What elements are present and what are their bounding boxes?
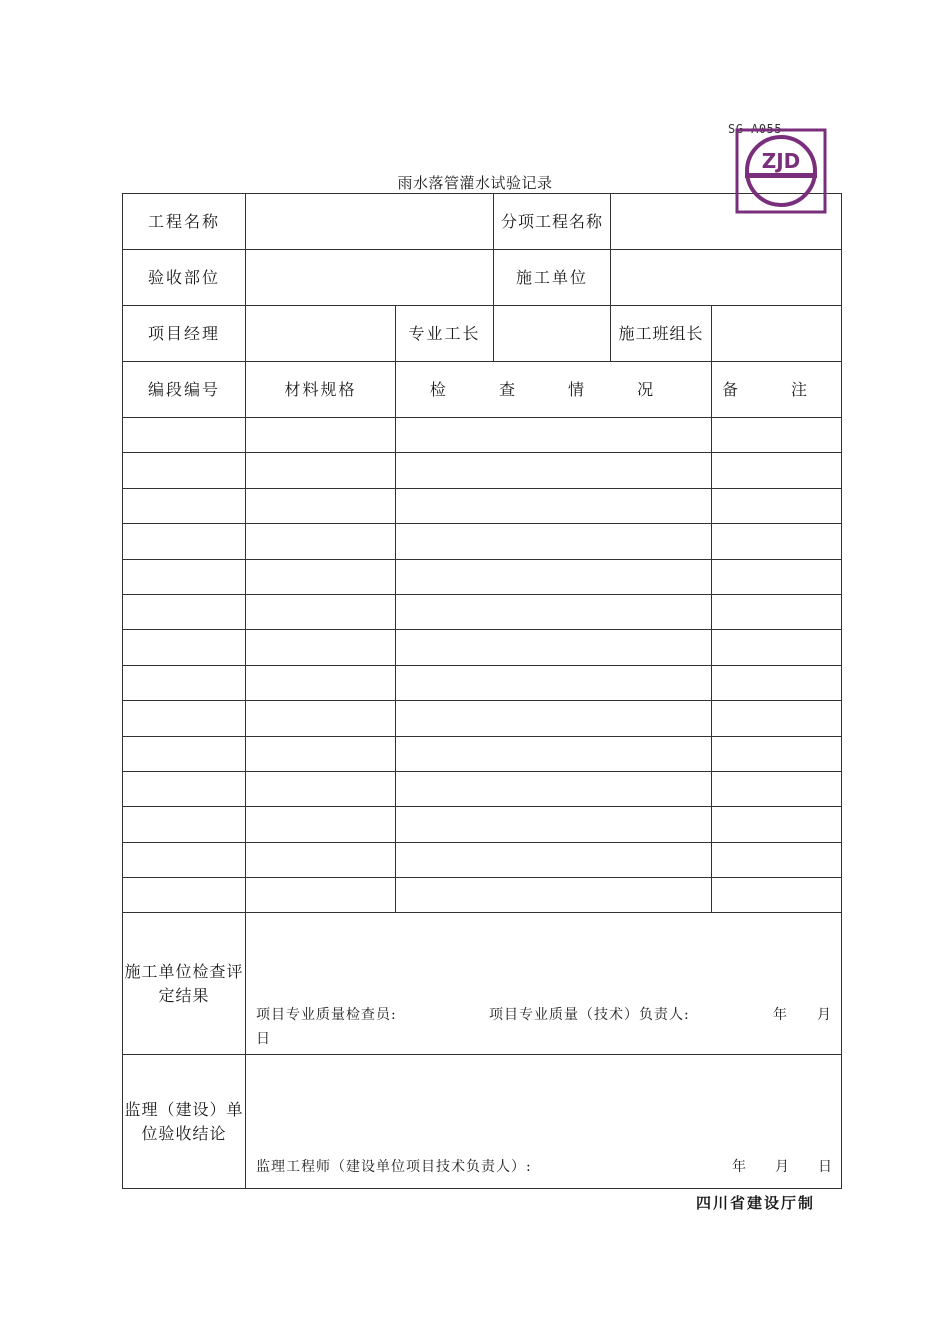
cell-segment-number[interactable] bbox=[123, 665, 246, 700]
cell-remarks[interactable] bbox=[712, 524, 842, 559]
table-row bbox=[123, 771, 842, 806]
cell-material-spec[interactable] bbox=[246, 771, 396, 806]
cell-inspection-status[interactable] bbox=[396, 453, 712, 488]
table-row bbox=[123, 736, 842, 771]
label-project-name: 工程名称 bbox=[123, 194, 246, 250]
cell-remarks[interactable] bbox=[712, 771, 842, 806]
cell-inspection-status[interactable] bbox=[396, 418, 712, 453]
cell-material-spec[interactable] bbox=[246, 630, 396, 665]
table-row bbox=[123, 594, 842, 629]
cell-segment-number[interactable] bbox=[123, 807, 246, 842]
cell-remarks[interactable] bbox=[712, 807, 842, 842]
cell-inspection-status[interactable] bbox=[396, 842, 712, 877]
cell-segment-number[interactable] bbox=[123, 488, 246, 523]
cell-material-spec[interactable] bbox=[246, 559, 396, 594]
inspector-signature-label: 项目专业质量检查员: bbox=[256, 1007, 397, 1024]
input-project-name[interactable] bbox=[246, 194, 494, 250]
table-row bbox=[123, 665, 842, 700]
table-row bbox=[123, 842, 842, 877]
responsible-signature-label: 项目专业质量（技术）负责人: bbox=[489, 1007, 690, 1024]
cell-material-spec[interactable] bbox=[246, 418, 396, 453]
document-code: SG-A055 bbox=[728, 122, 783, 136]
table-row bbox=[123, 524, 842, 559]
table-row bbox=[123, 453, 842, 488]
label-construction-check: 施工单位检查评定结果 bbox=[123, 913, 246, 1055]
cell-inspection-status[interactable] bbox=[396, 594, 712, 629]
table-row bbox=[123, 418, 842, 453]
cell-inspection-status[interactable] bbox=[396, 736, 712, 771]
cell-material-spec[interactable] bbox=[246, 453, 396, 488]
cell-remarks[interactable] bbox=[712, 736, 842, 771]
issuer-footer: 四川省建设厅制 bbox=[696, 1194, 816, 1212]
cell-segment-number[interactable] bbox=[123, 771, 246, 806]
cell-remarks[interactable] bbox=[712, 418, 842, 453]
input-acceptance-part[interactable] bbox=[246, 250, 494, 306]
cell-inspection-status[interactable] bbox=[396, 665, 712, 700]
label-foreman: 专业工长 bbox=[396, 306, 494, 362]
label-team-leader: 施工班组长 bbox=[611, 306, 712, 362]
cell-segment-number[interactable] bbox=[123, 736, 246, 771]
table-row bbox=[123, 488, 842, 523]
document-title: 雨水落管灌水试验记录 bbox=[397, 174, 553, 192]
cell-segment-number[interactable] bbox=[123, 630, 246, 665]
check-day-label: 日 bbox=[256, 1031, 271, 1048]
cell-remarks[interactable] bbox=[712, 842, 842, 877]
cell-remarks[interactable] bbox=[712, 594, 842, 629]
cell-inspection-status[interactable] bbox=[396, 559, 712, 594]
cell-segment-number[interactable] bbox=[123, 453, 246, 488]
supervision-conclusion-area[interactable] bbox=[246, 1055, 842, 1189]
cell-remarks[interactable] bbox=[712, 878, 842, 913]
table-row bbox=[123, 559, 842, 594]
cell-material-spec[interactable] bbox=[246, 524, 396, 559]
check-month-label: 月 bbox=[817, 1007, 832, 1024]
inspection-record-table bbox=[122, 193, 842, 1189]
cell-segment-number[interactable] bbox=[123, 594, 246, 629]
label-acceptance-part: 验收部位 bbox=[123, 250, 246, 306]
input-team-leader[interactable] bbox=[712, 306, 842, 362]
cell-segment-number[interactable] bbox=[123, 701, 246, 736]
column-header-inspection-status: 检 查 情 况 bbox=[396, 362, 712, 418]
input-project-manager[interactable] bbox=[246, 306, 396, 362]
supervision-month-label: 月 bbox=[775, 1159, 790, 1176]
cell-material-spec[interactable] bbox=[246, 736, 396, 771]
cell-segment-number[interactable] bbox=[123, 524, 246, 559]
cell-material-spec[interactable] bbox=[246, 488, 396, 523]
supervision-engineer-label: 监理工程师（建设单位项目技术负责人）: bbox=[256, 1159, 532, 1176]
supervision-year-label: 年 bbox=[732, 1159, 747, 1176]
supervision-day-label: 日 bbox=[818, 1159, 833, 1176]
cell-segment-number[interactable] bbox=[123, 878, 246, 913]
cell-material-spec[interactable] bbox=[246, 594, 396, 629]
cell-remarks[interactable] bbox=[712, 665, 842, 700]
cell-material-spec[interactable] bbox=[246, 701, 396, 736]
cell-remarks[interactable] bbox=[712, 630, 842, 665]
label-supervision-conclusion: 监理（建设）单位验收结论 bbox=[123, 1055, 246, 1189]
cell-inspection-status[interactable] bbox=[396, 771, 712, 806]
label-project-manager: 项目经理 bbox=[123, 306, 246, 362]
label-construction-unit: 施工单位 bbox=[494, 250, 611, 306]
cell-segment-number[interactable] bbox=[123, 418, 246, 453]
check-year-label: 年 bbox=[773, 1007, 788, 1024]
cell-inspection-status[interactable] bbox=[396, 701, 712, 736]
cell-material-spec[interactable] bbox=[246, 878, 396, 913]
table-row bbox=[123, 701, 842, 736]
svg-text:ZJD: ZJD bbox=[761, 149, 801, 173]
cell-remarks[interactable] bbox=[712, 453, 842, 488]
cell-inspection-status[interactable] bbox=[396, 524, 712, 559]
zjd-logo-icon bbox=[735, 128, 827, 214]
cell-inspection-status[interactable] bbox=[396, 630, 712, 665]
table-row bbox=[123, 630, 842, 665]
record-rows bbox=[123, 418, 842, 913]
table-row bbox=[123, 878, 842, 913]
cell-material-spec[interactable] bbox=[246, 807, 396, 842]
column-header-segment-number: 编段编号 bbox=[123, 362, 246, 418]
cell-inspection-status[interactable] bbox=[396, 807, 712, 842]
cell-remarks[interactable] bbox=[712, 559, 842, 594]
input-construction-unit[interactable] bbox=[611, 250, 842, 306]
cell-segment-number[interactable] bbox=[123, 559, 246, 594]
cell-material-spec[interactable] bbox=[246, 842, 396, 877]
column-header-remarks: 备 注 bbox=[712, 362, 842, 418]
label-sub-project-name: 分项工程名称 bbox=[494, 194, 611, 250]
cell-segment-number[interactable] bbox=[123, 842, 246, 877]
cell-remarks[interactable] bbox=[712, 488, 842, 523]
construction-check-area[interactable] bbox=[246, 913, 842, 1055]
column-header-material-spec: 材料规格 bbox=[246, 362, 396, 418]
input-foreman[interactable] bbox=[494, 306, 611, 362]
cell-remarks[interactable] bbox=[712, 701, 842, 736]
cell-inspection-status[interactable] bbox=[396, 488, 712, 523]
table-row bbox=[123, 807, 842, 842]
cell-material-spec[interactable] bbox=[246, 665, 396, 700]
cell-inspection-status[interactable] bbox=[396, 878, 712, 913]
